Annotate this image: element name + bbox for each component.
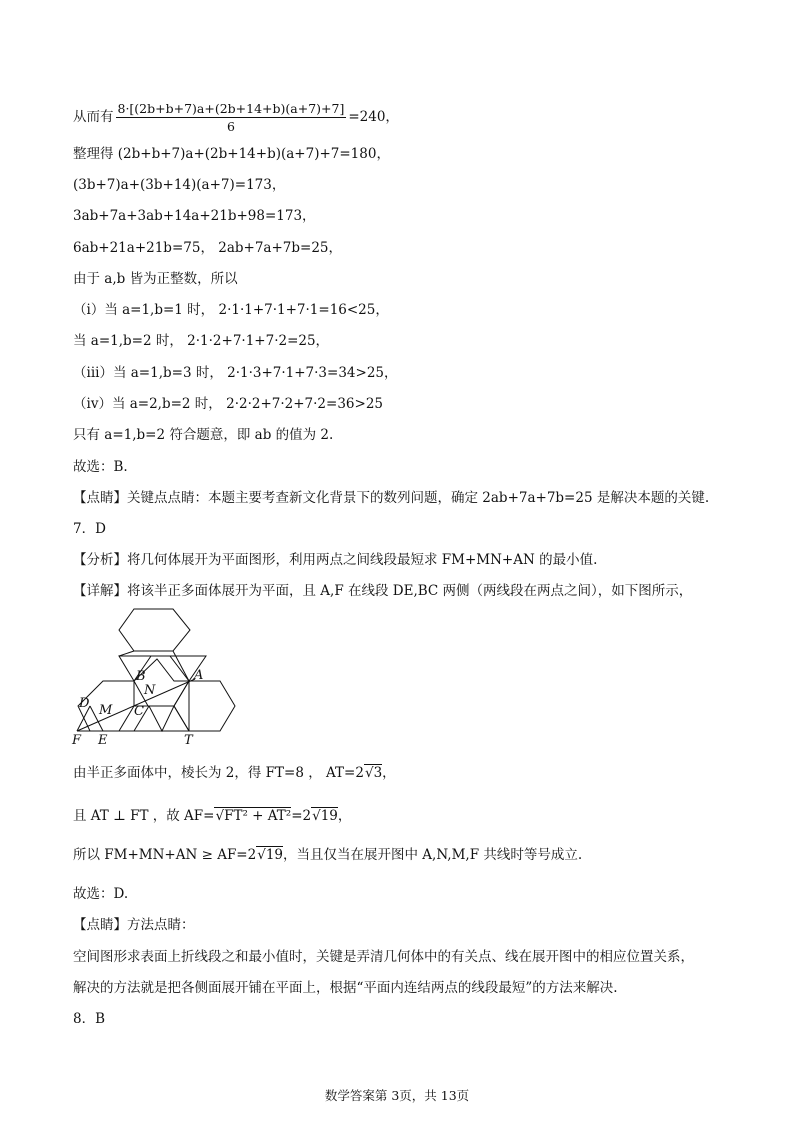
text-line-15: 【分析】将几何体展开为平面图形，利用两点之间线段最短求 FM+MN+AN 的最小值.	[73, 552, 598, 568]
label-E: E	[98, 733, 108, 746]
page-footer: 数学答案第 3页，共 13页	[324, 1088, 470, 1103]
sqrt-3: √3	[364, 765, 383, 781]
label-F: F	[72, 733, 82, 746]
text-line-6: 由于 a,b 皆为正整数，所以	[73, 271, 238, 287]
text-line-22: 空间图形求表面上折线段之和最小值时，关键是弄清几何体中的有关点、线在展开图中的相应位置关系，	[73, 949, 694, 965]
text-line-17-suffix: ，	[382, 765, 396, 781]
text-line-13: 【点睛】关键点点睛：本题主要考查新文化背景下的数列问题，确定 2ab+7a+7b=25 是解决本题的关键.	[73, 490, 710, 506]
text-line-10: （iv）当 a=2,b=2 时， 2·2·2+7·2+7·2=36>25	[73, 396, 383, 412]
text-line-12: 故选：B.	[73, 459, 128, 475]
text-line-4: 3ab+7a+3ab+14a+21b+98=173，	[73, 208, 316, 224]
label-M: M	[99, 703, 113, 718]
text-line-2: 整理得 (2b+b+7)a+(2b+14+b)(a+7)+7=180，	[73, 146, 390, 162]
text-line-3: (3b+7)a+(3b+14)(a+7)=173，	[73, 177, 286, 193]
sqrt-ft-at-radicand: FT² + AT²	[224, 808, 292, 824]
text-line-18-prefix: 且 AT ⊥ FT ，故 AF=	[73, 808, 215, 824]
eq-line-1-suffix: =240，	[348, 109, 399, 125]
fraction-denominator: 6	[226, 119, 235, 134]
question-number-7: 7．D	[73, 521, 106, 537]
sqrt-ft-at: √FT² + AT²	[215, 808, 292, 824]
label-A: A	[194, 668, 204, 683]
text-line-19-prefix: 所以 FM+MN+AN ≥ AF=2	[73, 847, 257, 863]
text-line-8: 当 a=1,b=2 时， 2·1·2+7·1+7·2=25，	[73, 333, 330, 349]
sqrt-3-radicand: 3	[373, 765, 383, 781]
label-C: C	[134, 704, 144, 719]
sqrt-19b: √19	[257, 847, 284, 863]
text-line-23: 解决的方法就是把各侧面展开铺在平面上，根据“平面内连结两点的线段最短”的方法来解决.	[73, 980, 618, 996]
text-line-11: 只有 a=1,b=2 符合题意，即 ab 的值为 2.	[73, 427, 334, 443]
question-number-8: 8．B	[73, 1011, 106, 1027]
fraction	[116, 100, 347, 135]
text-line-5: 6ab+21a+21b=75， 2ab+7a+7b=25，	[73, 240, 342, 256]
sqrt-19: √19	[312, 808, 338, 824]
text-line-16: 【详解】将该半正多面体展开为平面，且 A,F 在线段 DE,BC 两侧（两线段在两点之间），如下图所示，	[73, 583, 693, 599]
fraction-numerator: 8·[(2b+b+7)a+(2b+14+b)(a+7)+7]	[117, 101, 345, 116]
text-line-19-suffix: ，当且仅当在展开图中 A,N,M,F 共线时等号成立.	[283, 847, 583, 863]
label-D: D	[79, 696, 90, 711]
label-B: B	[136, 669, 146, 684]
sqrt-19-radicand: 19	[320, 808, 338, 824]
net-diagram	[70, 606, 240, 746]
triangle-left	[119, 656, 151, 681]
label-T: T	[184, 733, 193, 746]
text-line-18-mid: =2	[291, 808, 312, 824]
label-N: N	[144, 683, 156, 698]
text-line-18	[73, 807, 351, 825]
text-line-7: （i）当 a=1,b=1 时， 2·1·1+7·1+7·1=16<25，	[73, 302, 389, 318]
sqrt-19b-radicand: 19	[265, 847, 284, 863]
eq-line-1	[73, 100, 399, 135]
text-line-18-suffix: ，	[337, 808, 352, 824]
text-line-17	[73, 764, 396, 782]
hexagon-right	[174, 681, 235, 731]
text-line-20: 故选：D.	[73, 886, 129, 902]
text-line-9: （iii）当 a=1,b=3 时， 2·1·3+7·1+7·3=34>25，	[73, 365, 398, 381]
eq-line-1-prefix: 从而有	[73, 109, 114, 125]
text-line-21: 【点睛】方法点睛：	[73, 917, 195, 933]
text-line-19	[73, 846, 582, 864]
triangle-lower-center	[149, 706, 174, 731]
hexagon-top	[119, 609, 190, 651]
text-line-17-prefix: 由半正多面体中，棱长为 2，得 FT=8 ， AT=2	[73, 765, 364, 781]
